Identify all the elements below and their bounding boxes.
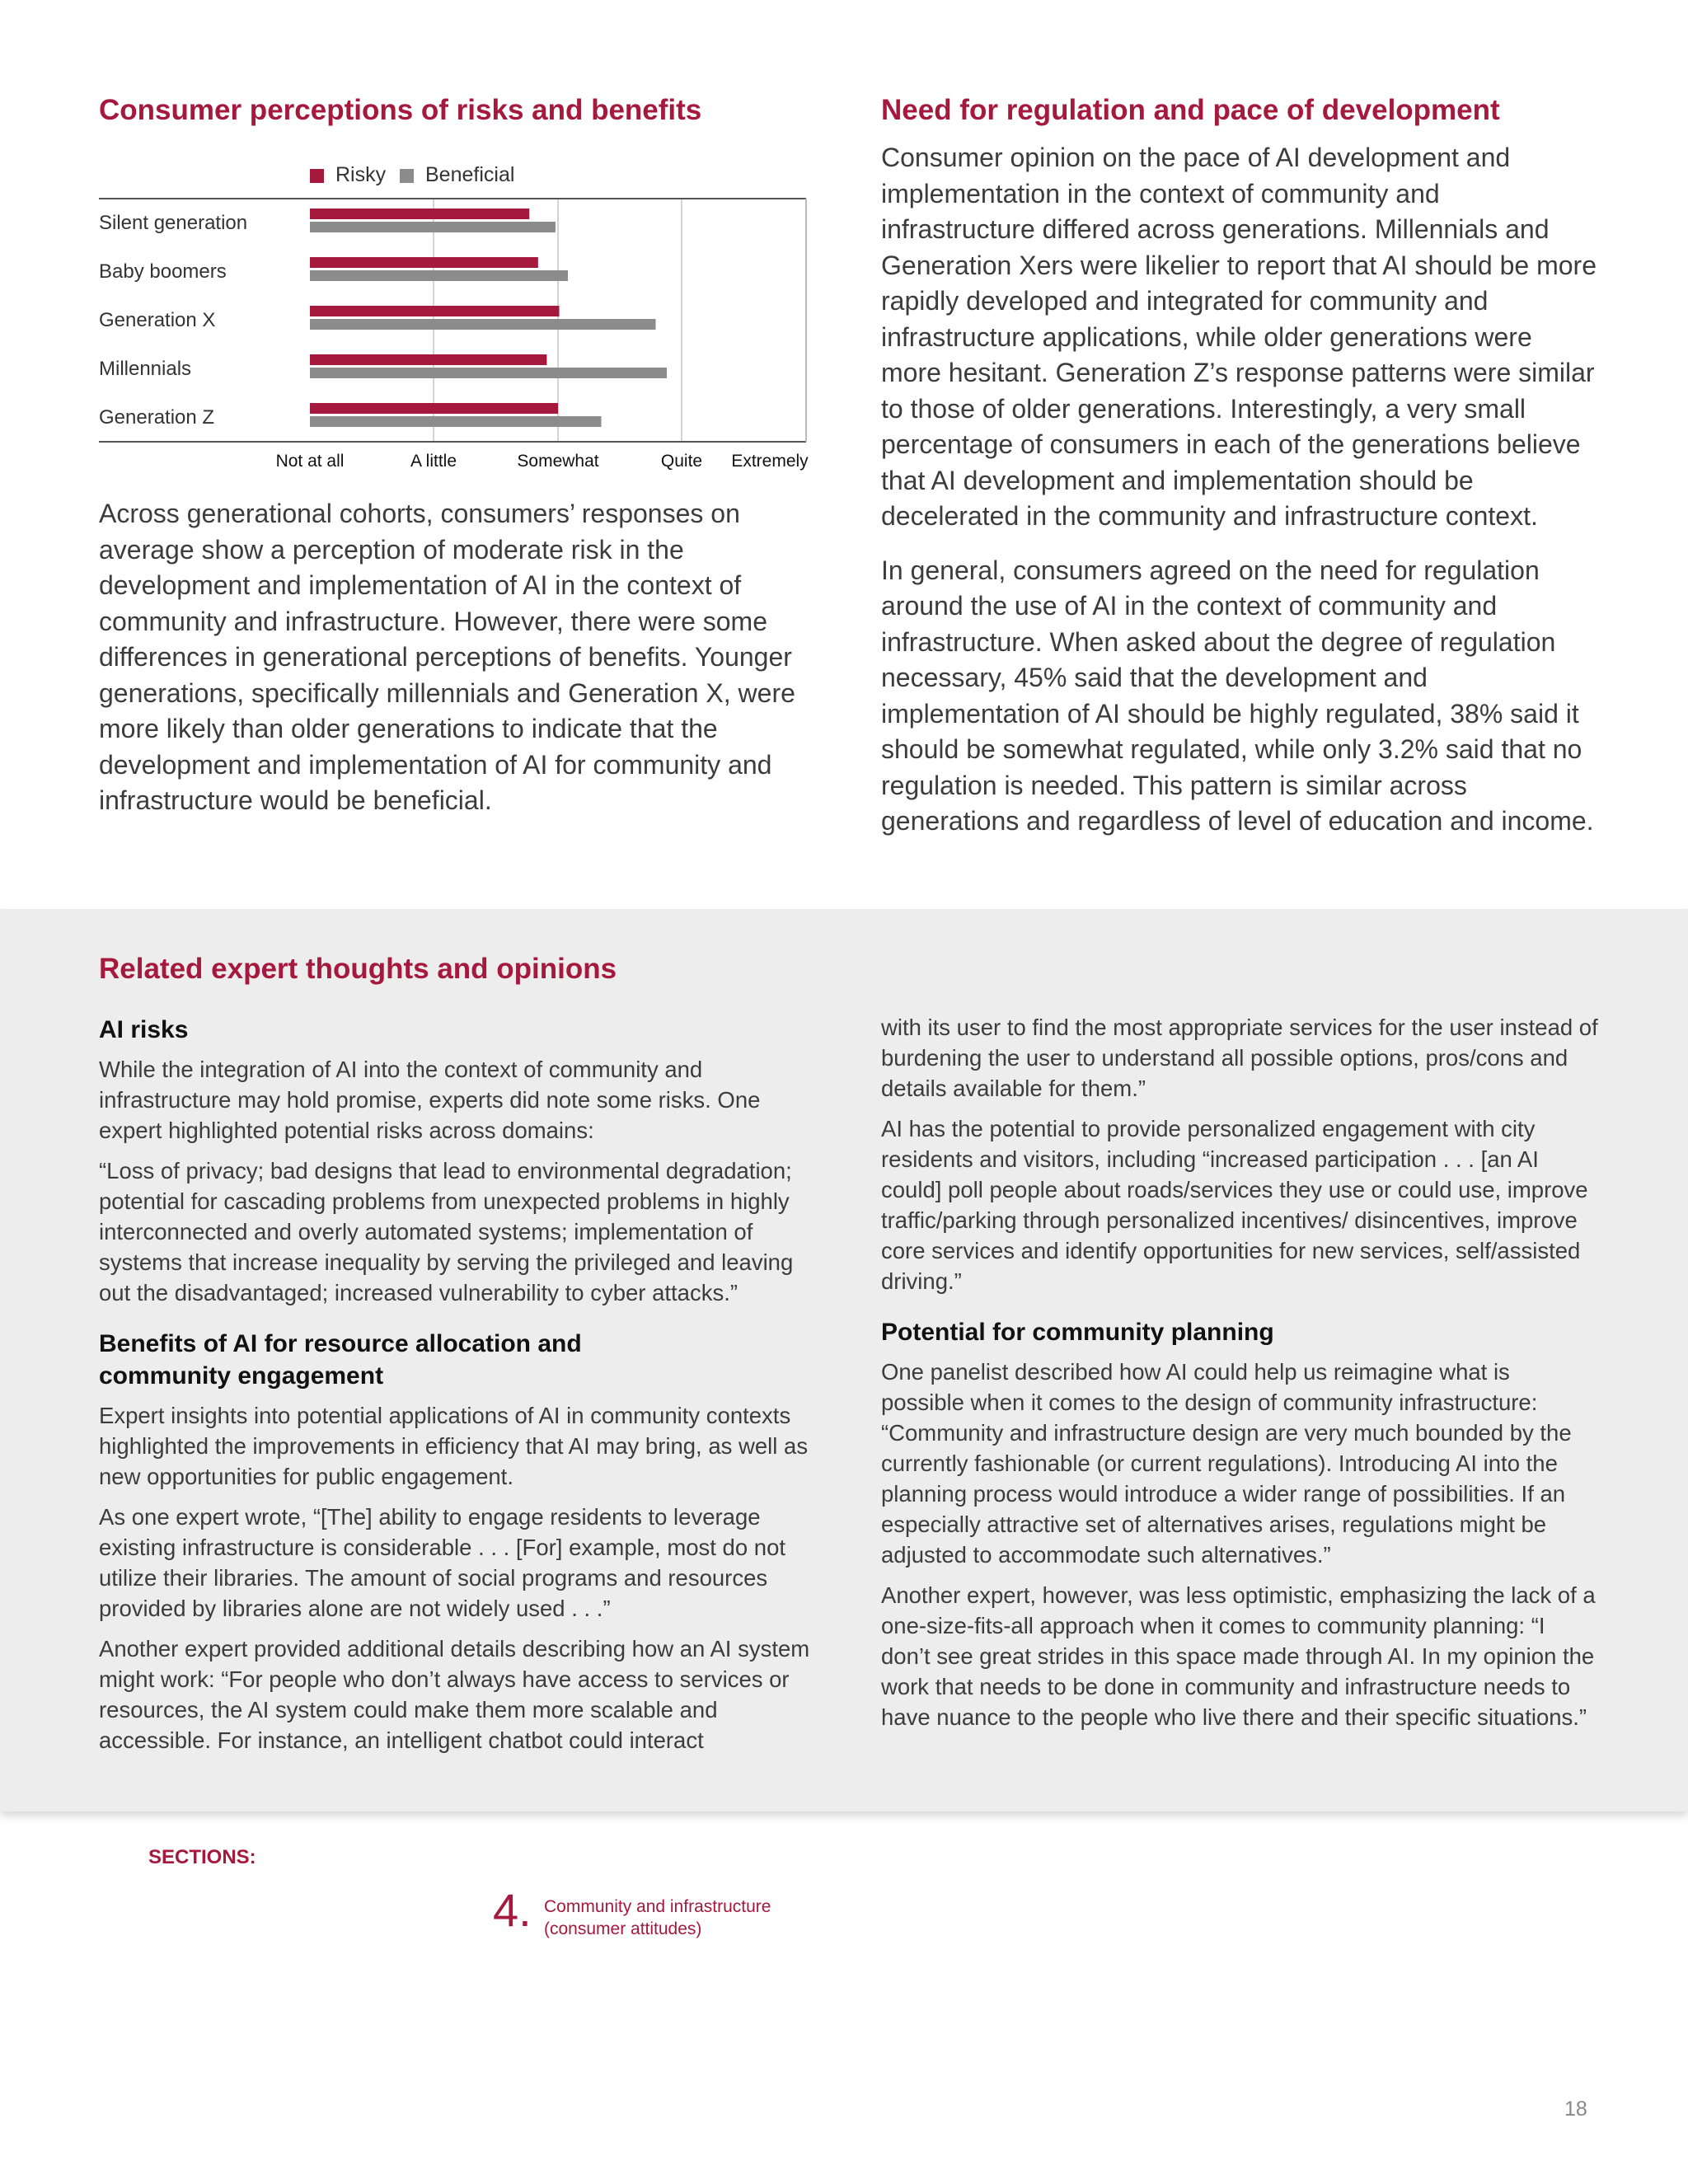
bar-risky-millennials <box>310 354 546 365</box>
bar-beneficial-silent-generation <box>310 222 556 232</box>
category-label: Silent generation <box>99 212 248 234</box>
benefits-paragraph: Another expert provided additional details describing how an AI system might work: “For people who don’t always have access to services or resources, the AI system could make them more scalable and accessible. For instance, an intelligent chatbot could interact <box>99 1636 810 1753</box>
chart-plot <box>0 0 824 478</box>
benefits-paragraph: As one expert wrote, “[The] ability to engage residents to leverage existing infrastructure is considerable . . . [For] example, most do not utilize their libraries. The amount of social programs and resources provided by libraries alone are not widely used . . .” <box>99 1504 786 1621</box>
bar-beneficial-generation-x <box>310 319 656 330</box>
category-label: Generation X <box>99 309 216 331</box>
category-label: Millennials <box>99 358 192 380</box>
right-body-paragraph: Consumer opinion on the pace of AI development and implementation in the context of community and infrastructure differed across generations. Millennials and Generation Xers were likelier to report that AI should be more rapidly developed and integrated for community and infrastructure applications, while older generations were more hesitant. Generation Z’s response patterns were similar to those of older generations. Interestingly, a very small percentage of consumers in each of the generations believe that AI development and implementation should be decelerated in the community and infrastructure context. <box>881 143 1597 531</box>
ai-risks-quote: “Loss of privacy; bad designs that lead to environmental degradation; potential for cascading problems from unexpected problems in highly interconnected and overly automated systems; implementation of systems that increase inequality by serving the privileged and leaving out the disadvantaged; increased vulnerability to cyber attacks.” <box>99 1158 794 1305</box>
right-body <box>881 140 1598 858</box>
bar-beneficial-baby-boomers <box>310 270 568 281</box>
expert-opinions-panel <box>0 909 1688 1811</box>
bar-risky-generation-x <box>310 306 560 316</box>
benefits-continued: with its user to find the most appropriate services for the user instead of burdening the user to understand all possible options, pros/cons and details available for them.” <box>881 1015 1598 1101</box>
bar-risky-generation-z <box>310 403 558 414</box>
section-link[interactable]: Community and infrastructure (consumer attitudes) <box>544 1897 771 1938</box>
bar-risky-baby-boomers <box>310 257 538 268</box>
x-tick-label: A little <box>410 452 457 471</box>
expert-left-column <box>99 1014 824 1765</box>
benefits-paragraph: Expert insights into potential applications of AI in community contexts highlighted the improvements in efficiency that AI may bring, as well as new opportunities for public engagement. <box>99 1403 809 1489</box>
bar-beneficial-millennials <box>310 368 667 378</box>
bar-beneficial-generation-z <box>310 416 602 427</box>
category-label: Generation Z <box>99 406 215 429</box>
x-tick-label: Somewhat <box>517 452 599 471</box>
legend-risky-label: Risky <box>335 163 387 186</box>
left-body <box>99 496 824 837</box>
page-number: 18 <box>1564 2097 1587 2121</box>
ai-risks-paragraph: While the integration of AI into the context of community and infrastructure may hold promise, experts did note some risks. One expert highlighted potential risks across domains: <box>99 1057 761 1143</box>
right-body-paragraph: In general, consumers agreed on the need for regulation around the use of AI in the context of community and infrastructure. When asked about the degree of regulation necessary, 45% said that the development and implementation of AI should be highly regulated, 38% said it should be somewhat regulated, while only 3.2% said that no regulation is needed. This pattern is similar across generations and regardless of level of education and income. <box>881 555 1594 836</box>
chart-heading: Consumer perceptions of risks and benefits <box>99 94 702 126</box>
planning-title: Potential for community planning <box>881 1319 1274 1346</box>
planning-paragraph: Another expert, however, was less optimistic, emphasizing the lack of a one-size-fits-all approach when it comes to community planning: “I don’t see great strides in this space made through AI. In my opinion the work that needs to be done in community and infrastructure needs to have nuance to the people who live there and their specific situations.” <box>881 1582 1596 1730</box>
regulation-heading: Need for regulation and pace of development <box>881 94 1500 126</box>
section-number[interactable]: 4. <box>493 1884 532 1936</box>
x-tick-label: Not at all <box>275 452 345 471</box>
sections-label: SECTIONS: <box>148 1846 256 1868</box>
ai-risks-title: AI risks <box>99 1016 189 1043</box>
x-tick-label: Quite <box>660 452 703 471</box>
bar-risky-silent-generation <box>310 209 529 219</box>
category-label: Baby boomers <box>99 260 227 283</box>
left-body-paragraph: Across generational cohorts, consumers’ responses on average show a perception of moderate risk in the development and implementation of AI in the context of community and infrastructure. However, there were some differences in generational perceptions of benefits. Younger generations, specifically millennials and Generation X, were more likely than older generations to indicate that the development and implementation of AI for community and infrastructure would be beneficial. <box>99 499 795 815</box>
x-tick-label: Extremely <box>731 452 809 471</box>
expert-heading: Related expert thoughts and opinions <box>99 953 617 985</box>
planning-paragraph: One panelist described how AI could help us reimagine what is possible when it comes to the design of community infrastructure: “Community and infrastructure design are very much bounded by the currently fashionable (or current regulations). Introducing AI into the planning process would introduce a wider range of possibilities. If an especially attractive set of alternatives arises, regulations might be adjusted to accommodate such alternatives.” <box>881 1359 1572 1568</box>
benefits-title: Benefits of AI for resource allocation and community engagement <box>99 1330 582 1390</box>
benefits-continued: AI has the potential to provide personalized engagement with city residents and visitors, including “increased participation . . . [an AI could] poll people about roads/services they use or could use, improve traffic/parking through personalized incentives/ disincentives, improve core services and identify opportunities for new services, self/assisted driving.” <box>881 1116 1588 1294</box>
legend-beneficial-label: Beneficial <box>425 163 515 186</box>
expert-right-column <box>881 1012 1598 1742</box>
